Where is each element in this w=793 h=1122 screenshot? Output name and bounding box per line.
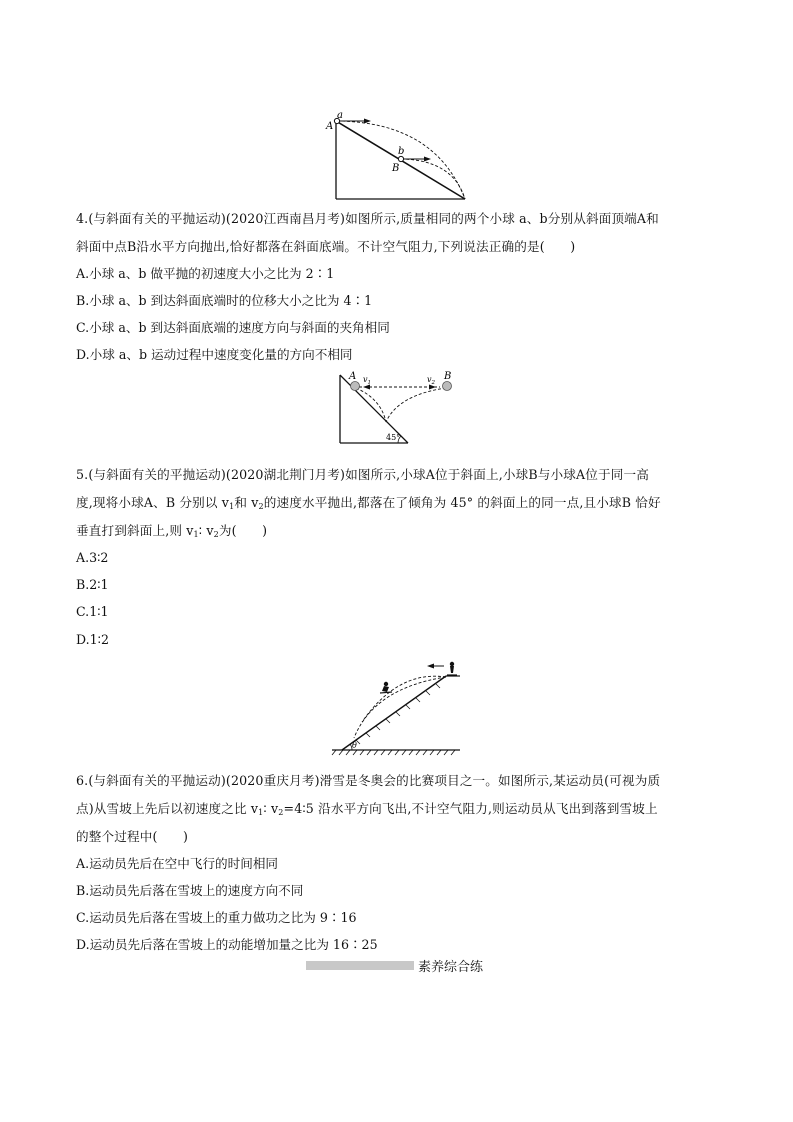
q4-line-2: 斜面中点B沿水平方向抛出,恰好都落在斜面底端。不计空气阻力,下列说法正确的是( )	[76, 239, 576, 254]
q6-line-1: 6.(与斜面有关的平抛运动)(2020重庆月考)滑雪是冬奥会的比赛项目之一。如图所示,某运动员(可视为质	[76, 773, 661, 788]
q5-line-1: 5.(与斜面有关的平抛运动)(2020湖北荆门月考)如图所示,小球A位于斜面上,小球B与小球A位于同一高	[76, 467, 649, 482]
skier-midair-icon	[380, 682, 392, 693]
figure-two-balls-45-incline	[326, 369, 466, 449]
q5-line-3: 垂直打到斜面上,则 $v_1∶$ $v_2$为( )	[76, 523, 268, 539]
label-A: A	[326, 121, 334, 132]
q5-option-a: A.3∶2	[76, 550, 109, 565]
label-b: b	[398, 146, 405, 157]
q6-option-d: D.运动员先后落在雪坡上的动能增加量之比为 16∶25	[76, 937, 378, 952]
section-bar	[306, 961, 414, 970]
q5-option-b: B.2∶1	[76, 577, 109, 592]
q4-option-a: A.小球 a、b 做平抛的初速度大小之比为 2∶1	[76, 266, 335, 281]
q6-option-b: B.运动员先后落在雪坡上的速度方向不同	[76, 883, 304, 898]
q6-line-3: 的整个过程中( )	[76, 829, 189, 844]
label-v1: $v_1$	[363, 375, 372, 386]
section-header	[306, 956, 483, 974]
label-theta: θ	[352, 741, 357, 750]
q4-option-d: D.小球 a、b 运动过程中速度变化量的方向不相同	[76, 347, 353, 362]
label-B: B	[392, 163, 400, 174]
label-A: A	[349, 371, 357, 382]
q5-option-d: D.1∶2	[76, 632, 109, 647]
q6-option-c: C.运动员先后落在雪坡上的重力做功之比为 9∶16	[76, 910, 357, 925]
label-a: a	[337, 110, 343, 121]
q6-line-2: 点)从雪坡上先后以初速度之比 $v_1∶$ $v_2=4∶5$ 沿水平方向飞出,不计空气阻力,则运动员从飞出到落到雪坡上	[76, 801, 658, 817]
figure-incline-two-balls	[315, 108, 485, 204]
q4-option-c: C.小球 a、b 到达斜面底端的速度方向与斜面的夹角相同	[76, 320, 390, 335]
label-v2: $v_2$	[427, 375, 436, 386]
section-title: 素养综合练	[418, 959, 484, 975]
q4-line-1: 4.(与斜面有关的平抛运动)(2020江西南昌月考)如图所示,质量相同的两个小球 a、b分别从斜面顶端A和	[76, 211, 659, 226]
label-angle: 45°	[386, 433, 401, 442]
q5-line-2: 度,现将小球A、B 分别以 $v_1$和 $v_2$的速度水平抛出,都落在了倾角为 45° 的斜面上的同一点,且小球B 恰好	[76, 495, 661, 511]
figure-ski-slope	[326, 652, 466, 758]
skier-top-icon	[447, 662, 457, 675]
q6-option-a: A.运动员先后在空中飞行的时间相同	[76, 856, 279, 871]
q4-option-b: B.小球 a、b 到达斜面底端时的位移大小之比为 4∶1	[76, 293, 373, 308]
label-B: B	[444, 371, 452, 382]
q5-option-c: C.1∶1	[76, 604, 109, 619]
